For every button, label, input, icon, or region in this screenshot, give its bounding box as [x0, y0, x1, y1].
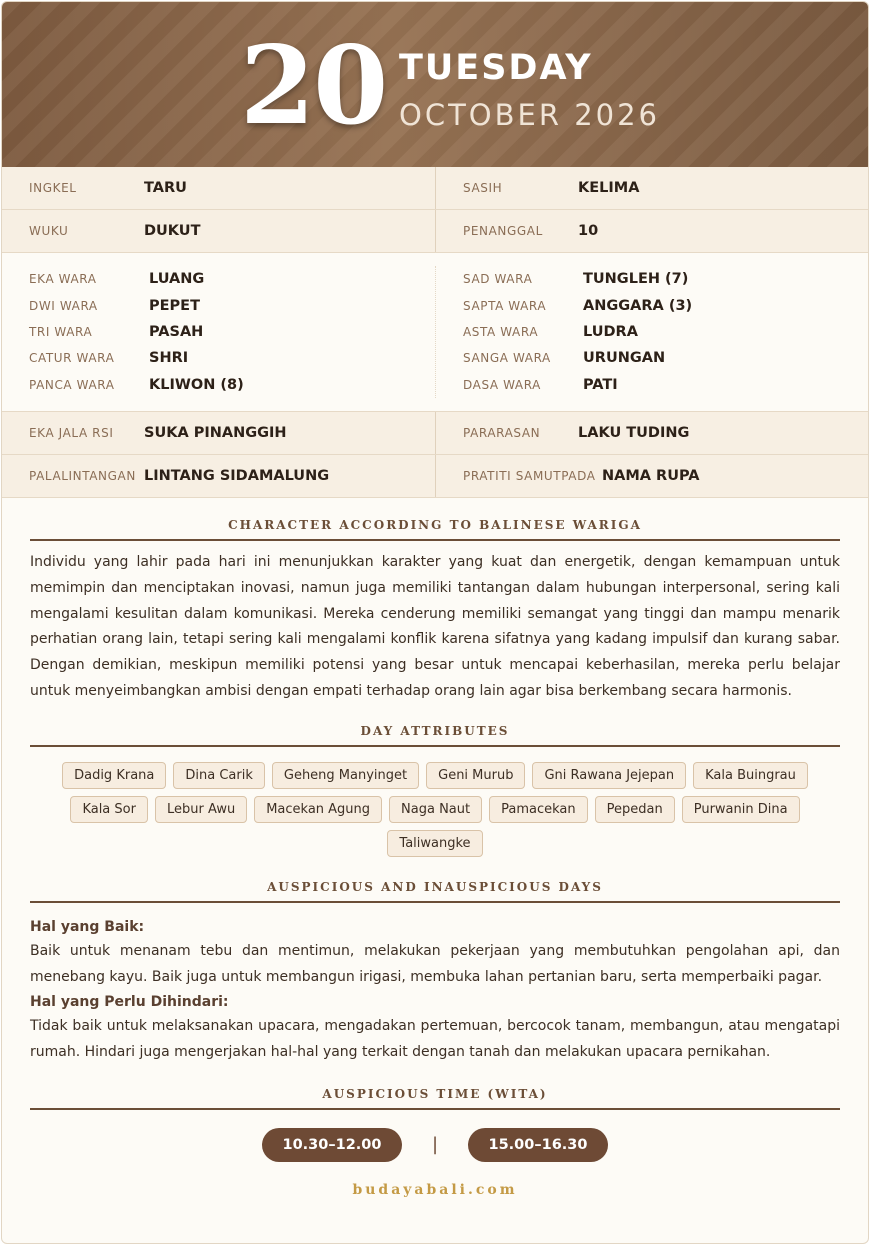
- wara-value: LUANG: [149, 271, 205, 288]
- info-cell-pararasan: [435, 412, 868, 454]
- character-text: Individu yang lahir pada hari ini menunjukkan karakter yang kuat dan energetik, dengan kemampuan untuk memimpin dan menciptakan inovasi, namun juga memiliki tantangan dalam hubungan interpersonal, sering kali mengalami kesulitan dalam komunikasi. Mereka cenderung memiliki semangat yang tinggi dan mampu menarik perhatian orang lain, tetapi sering kali mengalami konflik karena sifatnya yang kadang impulsif dan kurang sabar. Dengan demikian, meskipun memiliki potensi yang besar untuk mencapai keberhasilan, mereka perlu belajar untuk menyeimbangkan ambisi dengan empati terhadap orang lain agar bisa berkembang secara harmonis.: [30, 553, 840, 699]
- wara-row: [463, 292, 868, 318]
- wara-label: CATUR WARA: [29, 351, 115, 366]
- info-label: PENANGGAL: [463, 224, 543, 238]
- avoid-text: Tidak baik untuk melaksanakan upacara, mengadakan pertemuan, bercocok tanam, membangun, atau mengatapi rumah. Hindari juga mengerjakan hal-hal yang terkait dengan tanah dan melakukan upacara pernikahan.: [30, 1018, 840, 1061]
- wara-row: [29, 345, 435, 371]
- info-value: LAKU TUDING: [578, 424, 690, 441]
- info-value: TARU: [144, 180, 187, 196]
- wara-column-left: [2, 266, 435, 398]
- info-row: [2, 455, 868, 498]
- wara-row: [29, 292, 435, 318]
- wara-block: [2, 253, 868, 412]
- info-row: [2, 412, 868, 455]
- attribute-tag: Kala Sor: [70, 796, 148, 823]
- wara-value: URUNGAN: [583, 350, 666, 367]
- time-slot: 15.00–16.30: [468, 1128, 608, 1162]
- info-cell-ingkel: [2, 167, 435, 209]
- info-cell-wuku: [2, 210, 435, 252]
- attribute-tag: Dadig Krana: [62, 762, 166, 789]
- character-title: CHARACTER ACCORDING TO BALINESE WARIGA: [30, 518, 840, 541]
- wara-label: SAD WARA: [463, 272, 533, 287]
- day-name: TUESDAY: [399, 48, 593, 88]
- avoid-heading: Hal yang Perlu Dihindari:: [30, 994, 229, 1011]
- good-text: Baik untuk menanam tebu dan mentimun, melakukan pekerjaan yang membutuhkan pengolahan api, dan menebang kayu. Baik juga untuk membangun irigasi, membuka lahan pertanian baru, serta memperbaiki pagar.: [30, 942, 840, 985]
- info-value: DUKUT: [144, 223, 201, 239]
- time-slot: 10.30–12.00: [262, 1128, 402, 1162]
- wara-value: KLIWON (8): [149, 376, 244, 393]
- wara-column-right: [435, 266, 868, 398]
- wara-label: TRI WARA: [29, 324, 93, 339]
- wara-label: DASA WARA: [463, 377, 541, 392]
- wara-value: ANGGARA (3): [583, 297, 693, 314]
- info-label: PRATITI SAMUTPADA: [463, 468, 596, 483]
- wara-value: LUDRA: [583, 323, 638, 340]
- attribute-tag: Naga Naut: [389, 796, 482, 823]
- info-label: PARARASAN: [463, 425, 541, 440]
- wara-value: PASAH: [149, 323, 204, 340]
- footer-brand: budayabali.com: [352, 1181, 518, 1198]
- wara-label: ASTA WARA: [463, 324, 539, 339]
- attribute-tag: Geheng Manyinget: [272, 762, 419, 789]
- wara-row: [463, 372, 868, 398]
- attribute-tag: Dina Carik: [173, 762, 265, 789]
- wara-label: SANGA WARA: [463, 351, 551, 366]
- attributes-title: DAY ATTRIBUTES: [30, 724, 840, 747]
- info-label: EKA JALA RSI: [29, 425, 114, 440]
- times-section: [2, 1087, 868, 1162]
- wara-label: DWI WARA: [29, 298, 98, 313]
- wara-row: [463, 319, 868, 345]
- attribute-tag: Pepedan: [595, 796, 675, 823]
- info-cell-sasih: [435, 167, 868, 209]
- info-value: NAMA RUPA: [602, 467, 700, 484]
- calendar-card: [1, 1, 869, 1244]
- info-value: SUKA PINANGGIH: [144, 424, 287, 441]
- month-year: OCTOBER 2026: [399, 98, 661, 132]
- times-title: AUSPICIOUS TIME (WITA): [30, 1087, 840, 1110]
- info-value: 10: [578, 223, 599, 239]
- attribute-tag: Taliwangke: [387, 830, 482, 857]
- info-cell-eka-jala-rsi: [2, 412, 435, 454]
- wara-value: PEPET: [149, 297, 200, 314]
- info-label: WUKU: [29, 224, 69, 238]
- wara-row: [29, 372, 435, 398]
- info-cell-penanggal: [435, 210, 868, 252]
- info-label: INGKEL: [29, 181, 77, 195]
- auspicious-title: AUSPICIOUS AND INAUSPICIOUS DAYS: [30, 880, 840, 903]
- wara-row: [463, 266, 868, 292]
- day-number: 20: [240, 23, 387, 149]
- info-label: SASIH: [463, 181, 503, 195]
- wara-value: TUNGLEH (7): [583, 271, 689, 288]
- info-value: LINTANG SIDAMALUNG: [144, 467, 330, 484]
- character-section: [2, 518, 868, 705]
- attribute-tag: Pamacekan: [489, 796, 588, 823]
- good-heading: Hal yang Baik:: [30, 918, 145, 935]
- info-row: [2, 167, 868, 210]
- attribute-tag: Purwanin Dina: [682, 796, 800, 823]
- wara-row: [29, 319, 435, 345]
- time-slots: [30, 1128, 840, 1162]
- info-cell-palalintangan: [2, 455, 435, 497]
- attribute-tag: Gni Rawana Jejepan: [532, 762, 686, 789]
- auspicious-section: [2, 880, 868, 1066]
- wara-value: SHRI: [149, 350, 189, 367]
- attribute-tag: Macekan Agung: [254, 796, 382, 823]
- wara-label: SAPTA WARA: [463, 298, 547, 313]
- attributes-section: [2, 724, 868, 857]
- attribute-tag: Kala Buingrau: [693, 762, 808, 789]
- wara-row: [463, 345, 868, 371]
- wara-value: PATI: [583, 376, 618, 393]
- time-separator: |: [431, 1134, 439, 1156]
- info-cell-pratiti-samutpada: [435, 455, 868, 497]
- info-row: [2, 210, 868, 253]
- wara-label: EKA WARA: [29, 272, 97, 287]
- info-label: PALALINTANGAN: [29, 468, 136, 483]
- attribute-tag: Lebur Awu: [155, 796, 247, 823]
- info-value: KELIMA: [578, 180, 640, 196]
- attribute-tags: [30, 762, 840, 857]
- wara-row: [29, 266, 435, 292]
- attribute-tag: Geni Murub: [426, 762, 525, 789]
- wara-label: PANCA WARA: [29, 377, 115, 392]
- date-header: [2, 2, 868, 167]
